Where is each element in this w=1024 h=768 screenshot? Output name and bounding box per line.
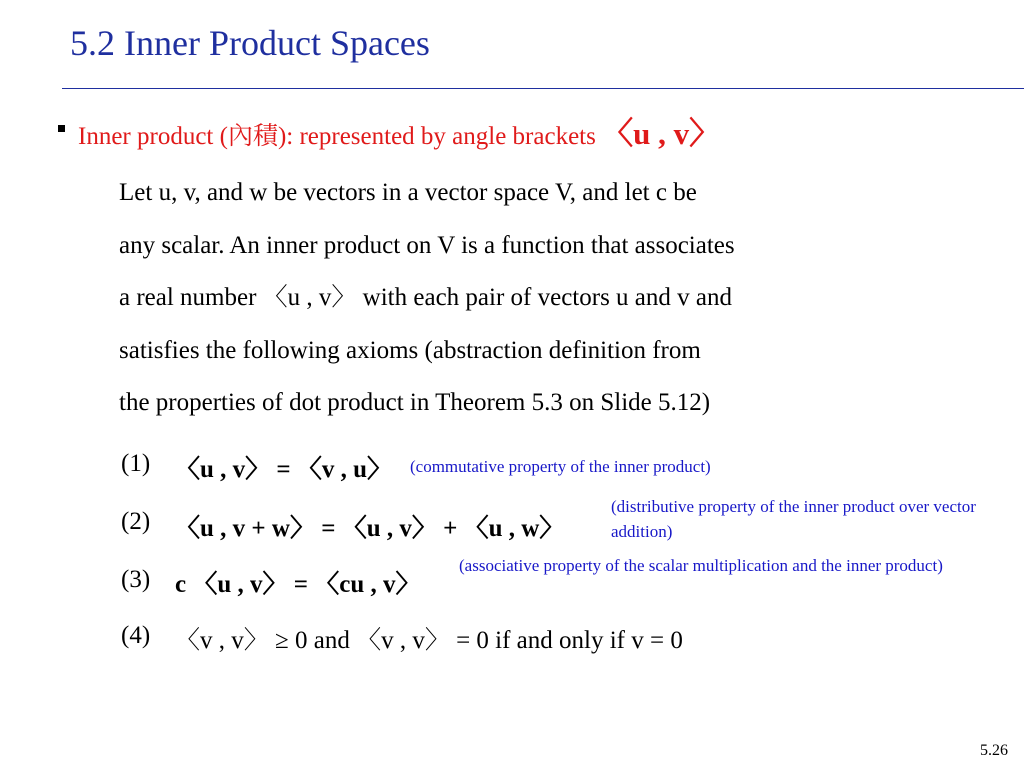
definition-line: a real number 〈u , v〉 with each pair of vectors u and v and xyxy=(119,284,732,311)
axiom-formula: 〈u , v + w〉 = 〈u , v〉 + 〈u , w〉 xyxy=(175,515,565,542)
axiom-note: (commutative property of the inner product) xyxy=(410,457,711,476)
heading-notation: 〈u , v〉 xyxy=(602,116,721,151)
axiom-number: (2) xyxy=(121,508,151,535)
definition-line: the properties of dot product in Theorem 5.3 on Slide 5.12) xyxy=(119,389,711,416)
axiom-formula: c 〈u , v〉 = 〈cu , v〉 xyxy=(175,571,421,598)
section-heading xyxy=(78,108,720,153)
definition-line: Let u, v, and w be vectors in a vector space V, and let c be xyxy=(119,179,697,206)
axiom-number: (4) xyxy=(121,622,151,649)
axiom-number: (3) xyxy=(121,566,151,593)
definition-line: any scalar. An inner product on V is a function that associates xyxy=(119,231,735,259)
page-number: 5.26 xyxy=(980,742,1008,759)
axiom-note: (distributive property of the inner product over vector addition) xyxy=(611,497,976,541)
axiom-formula: 〈u , v〉 = 〈v , u〉 xyxy=(175,456,393,483)
slide-title: 5.2 Inner Product Spaces xyxy=(70,23,430,63)
definition-line: satisfies the following axioms (abstraction definition from xyxy=(119,336,701,364)
bullet-marker xyxy=(58,125,65,132)
title-underline xyxy=(62,88,1024,89)
axiom-note: (associative property of the scalar multiplication and the inner product) xyxy=(459,556,943,575)
axiom-formula: 〈v , v〉 ≥ 0 and 〈v , v〉 = 0 if and only if v = 0 xyxy=(175,627,683,654)
heading-text: Inner product (內積): represented by angle brackets xyxy=(78,123,596,150)
axiom-number: (1) xyxy=(121,450,151,477)
definition-paragraph xyxy=(119,167,735,430)
